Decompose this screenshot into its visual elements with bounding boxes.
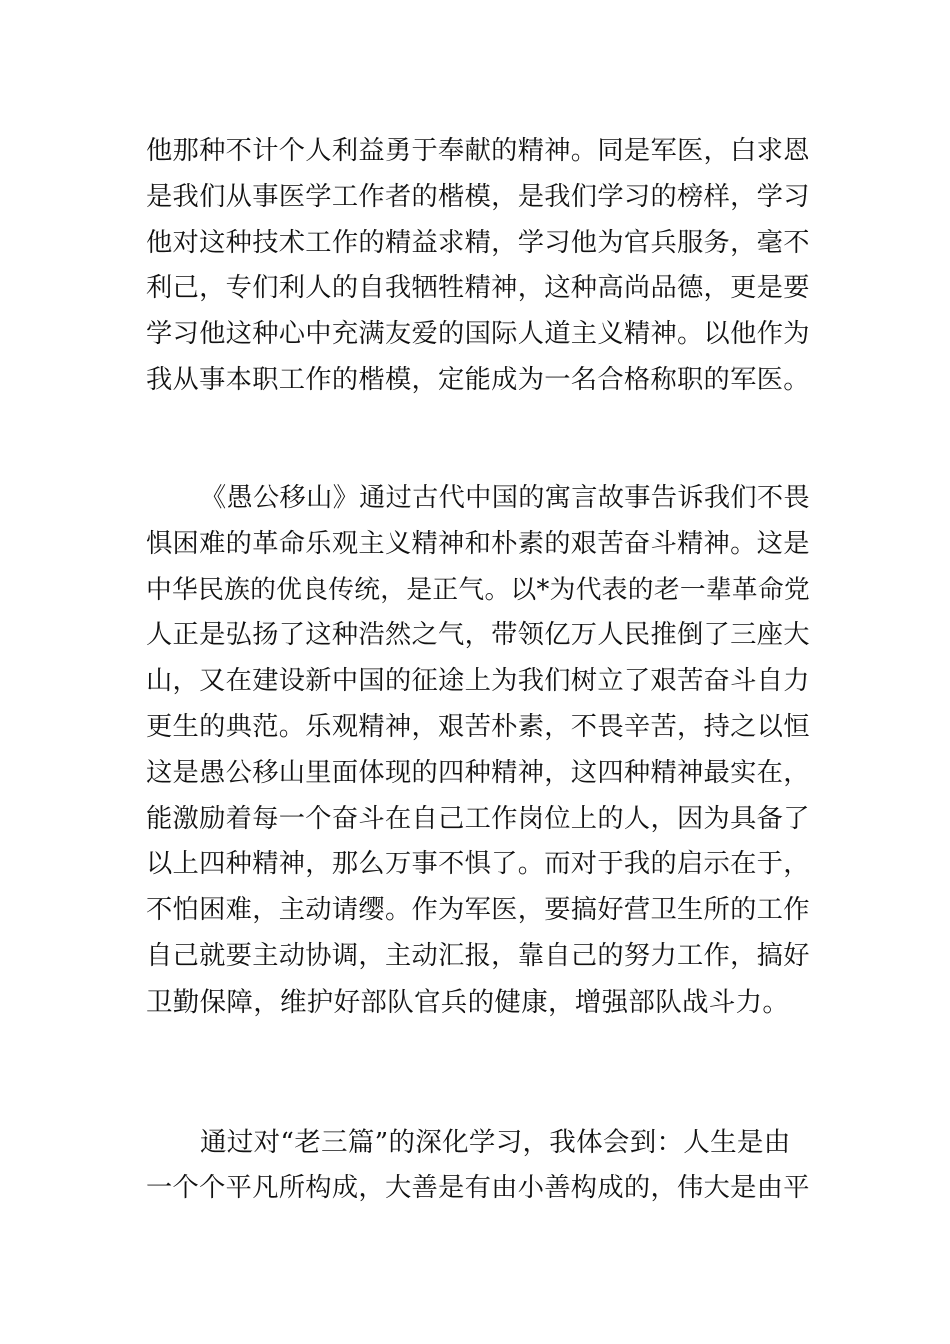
text-line: 利己，专们利人的自我牺牲精神，这种高尚品德，更是要 (146, 273, 810, 304)
paragraph-summary (146, 1120, 810, 1212)
text-line: 他对这种技术工作的精益求精，学习他为官兵服务，毫不 (146, 227, 810, 258)
text-line: 学习他这种心中充满友爱的国际人道主义精神。以他作为 (146, 319, 810, 350)
text-line: 这是愚公移山里面体现的四种精神，这四种精神最实在， (146, 757, 810, 788)
text-line: 不怕困难，主动请缨。作为军医，要搞好营卫生所的工作 (146, 895, 810, 926)
text-line: 一个个平凡所构成，大善是有由小善构成的，伟大是由平 (146, 1172, 810, 1203)
text-line: 惧困难的革命乐观主义精神和朴素的艰苦奋斗精神。这是 (146, 528, 810, 559)
text-line: 更生的典范。乐观精神，艰苦朴素，不畏辛苦，持之以恒 (146, 711, 810, 742)
text-line: 我从事本职工作的楷模，定能成为一名合格称职的军医。 (146, 364, 810, 395)
text-line: 中华民族的优良传统，是正气。以*为代表的老一辈革命党 (146, 574, 811, 605)
text-line: 他那种不计个人利益勇于奉献的精神。同是军医，白求恩 (146, 136, 810, 166)
text-line: 是我们从事医学工作者的楷模，是我们学习的榜样，学习 (146, 181, 810, 212)
text-line: 卫勤保障，维护好部队官兵的健康，增强部队战斗力。 (146, 986, 790, 1018)
text-line: 以上四种精神，那么万事不惧了。而对于我的启示在于， (146, 849, 810, 880)
text-line: 自己就要主动协调，主动汇报，靠自己的努力工作，搞好 (146, 940, 810, 971)
text-line: 《愚公移山》通过古代中国的寓言故事告诉我们不畏 (200, 483, 810, 513)
text-line: 人正是弘扬了这种浩然之气，带领亿万人民推倒了三座大 (146, 620, 810, 651)
paragraph-bethune (146, 129, 810, 404)
text-line: 能激励着每一个奋斗在自己工作岗位上的人，因为具备了 (146, 803, 810, 834)
text-line: 山，又在建设新中国的征途上为我们树立了艰苦奋斗自力 (146, 666, 810, 697)
text-line: 通过对“老三篇”的深化学习，我体会到：人生是由 (200, 1127, 791, 1158)
paragraph-yugong (146, 476, 810, 1026)
